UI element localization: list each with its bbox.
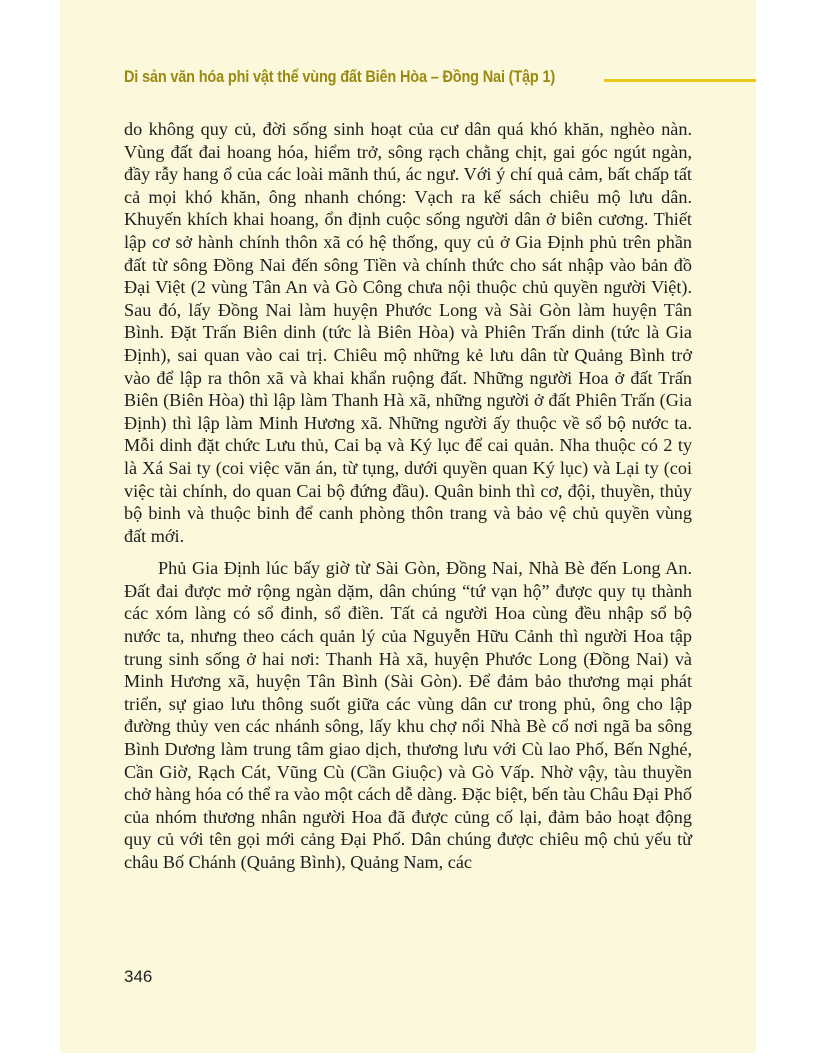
book-page [60, 0, 756, 1053]
paragraph: Phủ Gia Định lúc bấy giờ từ Sài Gòn, Đồng Nai, Nhà Bè đến Long An. Đất đai được mở rộng ngàn dặm, dân chúng “tứ vạn hộ” được quy tụ thành các xóm làng có sổ đinh, sổ điền. Tất cả người Hoa cùng đều nhập sổ bộ nước ta, nhưng theo cách quản lý của Nguyễn Hữu Cảnh thì người Hoa tập trung sinh sống ở hai nơi: Thanh Hà xã, huyện Phước Long (Đồng Nai) và Minh Hương xã, huyện Tân Bình (Sài Gòn). Để đảm bảo thương mại phát triển, sự giao lưu thông suốt giữa các vùng dân cư trong phủ, ông cho lập đường thủy ven các nhánh sông, lấy khu chợ nổi Nhà Bè cổ nơi ngã ba sông Bình Dương làm trung tâm giao dịch, thương lưu với Cù lao Phố, Bến Nghé, Cần Giờ, Rạch Cát, Vũng Cù (Cần Giuộc) và Gò Vấp. Nhờ vậy, tàu thuyền chở hàng hóa có thể ra vào một cách dễ dàng. Đặc biệt, bến tàu Châu Đại Phố của nhóm thương nhân người Hoa đã được củng cố lại, đảm bảo hoạt động quy củ với tên gọi mới cảng Đại Phố. Dân chúng được chiêu mộ chủ yếu từ châu Bố Chánh (Quảng Bình), Quảng Nam, các [124, 558, 692, 872]
running-header [124, 68, 764, 92]
body-text [124, 118, 692, 874]
paragraph: do không quy củ, đời sống sinh hoạt của cư dân quá khó khăn, nghèo nàn. Vùng đất đai hoang hóa, hiểm trở, sông rạch chằng chịt, gai góc ngút ngàn, đầy rẫy hang ổ của các loài mãnh thú, ác ngư. Với ý chí quả cảm, bất chấp tất cả mọi khó khăn, ông nhanh chóng: Vạch ra kế sách chiêu mộ lưu dân. Khuyến khích khai hoang, ổn định cuộc sống người dân ở biên cương. Thiết lập cơ sở hành chính thôn xã có hệ thống, quy củ ở Gia Định phủ trên phần đất từ sông Đồng Nai đến sông Tiền và chính thức cho sát nhập vào bản đồ Đại Việt (2 vùng Tân An và Gò Công chưa nội thuộc chủ quyền người Việt). Sau đó, lấy Đồng Nai làm huyện Phước Long và Sài Gòn làm huyện Tân Bình. Đặt Trấn Biên dinh (tức là Biên Hòa) và Phiên Trấn dinh (tức là Gia Định), sai quan vào cai trị. Chiêu mộ những kẻ lưu dân từ Quảng Bình trở vào để lập ra thôn xã và khai khẩn ruộng đất. Những người Hoa ở đất Trấn Biên (Biên Hòa) thì lập làm Thanh Hà xã, những người ở đất Phiên Trấn (Gia Định) thì lập làm Minh Hương xã. Những người ấy thuộc về sổ bộ nước ta. Mỗi dinh đặt chức Lưu thủ, Cai bạ và Ký lục để cai quản. Nha thuộc có 2 ty là Xá Sai ty (coi việc văn án, từ tụng, dưới quyền quan Ký lục) và Lại ty (coi việc tài chính, do quan Cai bộ đứng đầu). Quân binh thì cơ, đội, thuyền, thủy bộ binh và thuộc binh để canh phòng thôn trang và bảo vệ chủ quyền vùng đất mới. [124, 119, 692, 546]
running-header-title: Di sản văn hóa phi vật thể vùng đất Biên Hòa – Đồng Nai (Tập 1) [124, 68, 556, 86]
header-rule [604, 79, 756, 82]
page-number: 346 [124, 967, 153, 986]
